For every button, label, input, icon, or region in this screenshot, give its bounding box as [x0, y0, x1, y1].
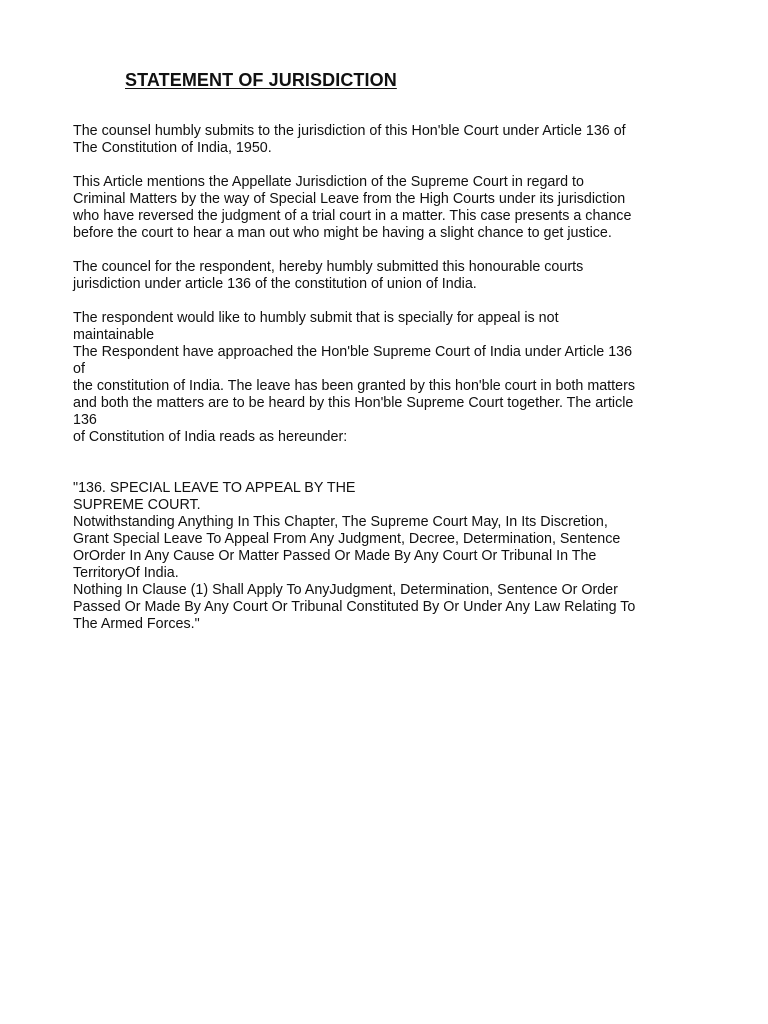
- text-line: This Article mentions the Appellate Jurisdiction of the Supreme Court in regard to: [73, 174, 584, 190]
- text-line: 136: [73, 412, 97, 428]
- text-line: The Armed Forces.": [73, 616, 200, 632]
- document-body: [73, 123, 703, 650]
- text-line: of: [73, 361, 85, 377]
- text-line: before the court to hear a man out who might be having a slight chance to get justice.: [73, 225, 612, 241]
- text-line: The respondent would like to humbly submit that is specially for appeal is not: [73, 310, 559, 326]
- text-line: and both the matters are to be heard by this Hon'ble Supreme Court together. The article: [73, 395, 634, 411]
- text-line: Notwithstanding Anything In This Chapter, The Supreme Court May, In Its Discretion,: [73, 514, 608, 530]
- paragraph-maintainability: [73, 310, 703, 446]
- text-line: SUPREME COURT.: [73, 497, 201, 513]
- text-line: TerritoryOf India.: [73, 565, 179, 581]
- paragraph-jurisdiction-submission: [73, 123, 703, 157]
- text-line: Nothing In Clause (1) Shall Apply To AnyJudgment, Determination, Sentence Or Order: [73, 582, 618, 598]
- text-line: Passed Or Made By Any Court Or Tribunal Constituted By Or Under Any Law Relating To: [73, 599, 636, 615]
- text-line: The Constitution of India, 1950.: [73, 140, 272, 156]
- text-line: "136. SPECIAL LEAVE TO APPEAL BY THE: [73, 480, 356, 496]
- paragraph-respondent-counsel: [73, 259, 703, 293]
- paragraph-appellate-jurisdiction: [73, 174, 703, 242]
- paragraph-article-136-quote: [73, 480, 703, 633]
- text-line: of Constitution of India reads as hereunder:: [73, 429, 348, 445]
- text-line: Criminal Matters by the way of Special Leave from the High Courts under its jurisdiction: [73, 191, 626, 207]
- text-line: who have reversed the judgment of a trial court in a matter. This case presents a chance: [73, 208, 632, 224]
- text-line: OrOrder In Any Cause Or Matter Passed Or Made By Any Court Or Tribunal In The: [73, 548, 597, 564]
- text-line: The counsel humbly submits to the jurisdiction of this Hon'ble Court under Article 136 of: [73, 123, 626, 139]
- text-line: Grant Special Leave To Appeal From Any Judgment, Decree, Determination, Sentence: [73, 531, 621, 547]
- text-line: The Respondent have approached the Hon'ble Supreme Court of India under Article 136: [73, 344, 633, 360]
- text-line: maintainable: [73, 327, 155, 343]
- text-line: The councel for the respondent, hereby humbly submitted this honourable courts: [73, 259, 584, 275]
- document-title: STATEMENT OF JURISDICTION: [125, 70, 397, 90]
- text-line: jurisdiction under article 136 of the constitution of union of India.: [73, 276, 477, 292]
- text-line: the constitution of India. The leave has been granted by this hon'ble court in both matters: [73, 378, 635, 394]
